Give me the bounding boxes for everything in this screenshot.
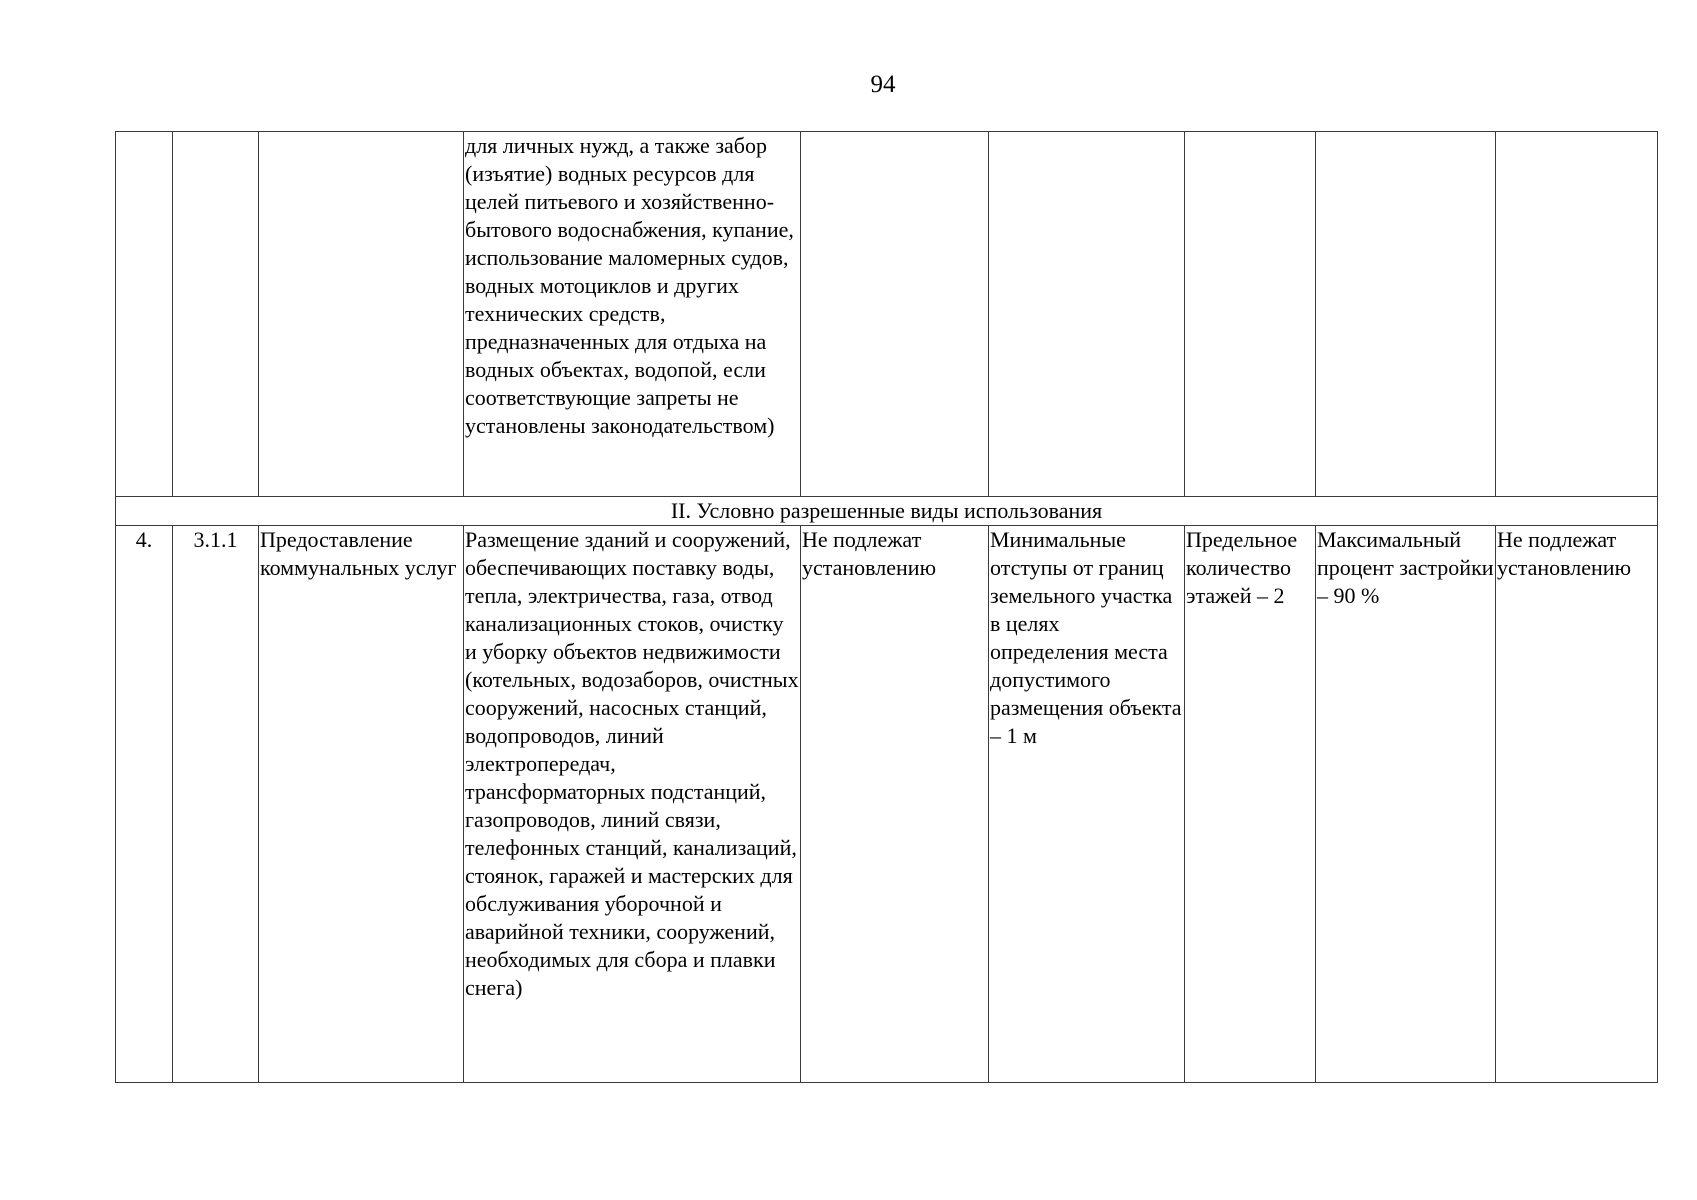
cell-code: 3.1.1 bbox=[173, 526, 259, 1083]
cell-coverage: Максимальный процент застройки – 90 % bbox=[1316, 526, 1496, 1083]
cell-description: для личных нужд, а также забор (изъятие) водных ресурсов для целей питьевого и хозяйственно-бытового водоснабжения, купание, использование маломерных судов, водных мотоциклов и других технических средств, предназначенных для отдыха на водных объектах, водопой, если соответствующие запреты не установлены законодательством) bbox=[464, 132, 801, 497]
cell-setbacks bbox=[989, 132, 1185, 497]
cell-other: Не подлежат установлению bbox=[1496, 526, 1658, 1083]
cell-plot-size bbox=[801, 132, 989, 497]
cell-plot-size: Не подлежат установлению bbox=[801, 526, 989, 1083]
cell-name: Предоставление коммунальных услуг bbox=[259, 526, 464, 1083]
section-header: II. Условно разрешенные виды использования bbox=[116, 497, 1658, 526]
cell-code bbox=[173, 132, 259, 497]
table-row bbox=[116, 526, 1658, 1083]
zoning-table bbox=[115, 131, 1658, 1083]
cell-description: Размещение зданий и сооружений, обеспечивающих поставку воды, тепла, электричества, газа, отвод канализационных стоков, очистку и уборку объектов недвижимости (котельных, водозаборов, очистных сооружений, насосных станций, водопроводов, линий электропередач, трансформаторных подстанций, газопроводов, линий связи, телефонных станций, канализаций, стоянок, гаражей и мастерских для обслуживания уборочной и аварийной техники, сооружений, необходимых для сбора и плавки снега) bbox=[464, 526, 801, 1083]
cell-other bbox=[1496, 132, 1658, 497]
cell-name bbox=[259, 132, 464, 497]
page-number: 94 bbox=[870, 71, 896, 98]
cell-floors bbox=[1185, 132, 1316, 497]
cell-number bbox=[116, 132, 173, 497]
section-header-row bbox=[116, 497, 1658, 526]
cell-number: 4. bbox=[116, 526, 173, 1083]
cell-setbacks: Минимальные отступы от границ земельного участка в целях определения места допустимого размещения объекта – 1 м bbox=[989, 526, 1185, 1083]
cell-coverage bbox=[1316, 132, 1496, 497]
table-row-continuation bbox=[116, 132, 1658, 497]
cell-floors: Предельное количество этажей – 2 bbox=[1185, 526, 1316, 1083]
